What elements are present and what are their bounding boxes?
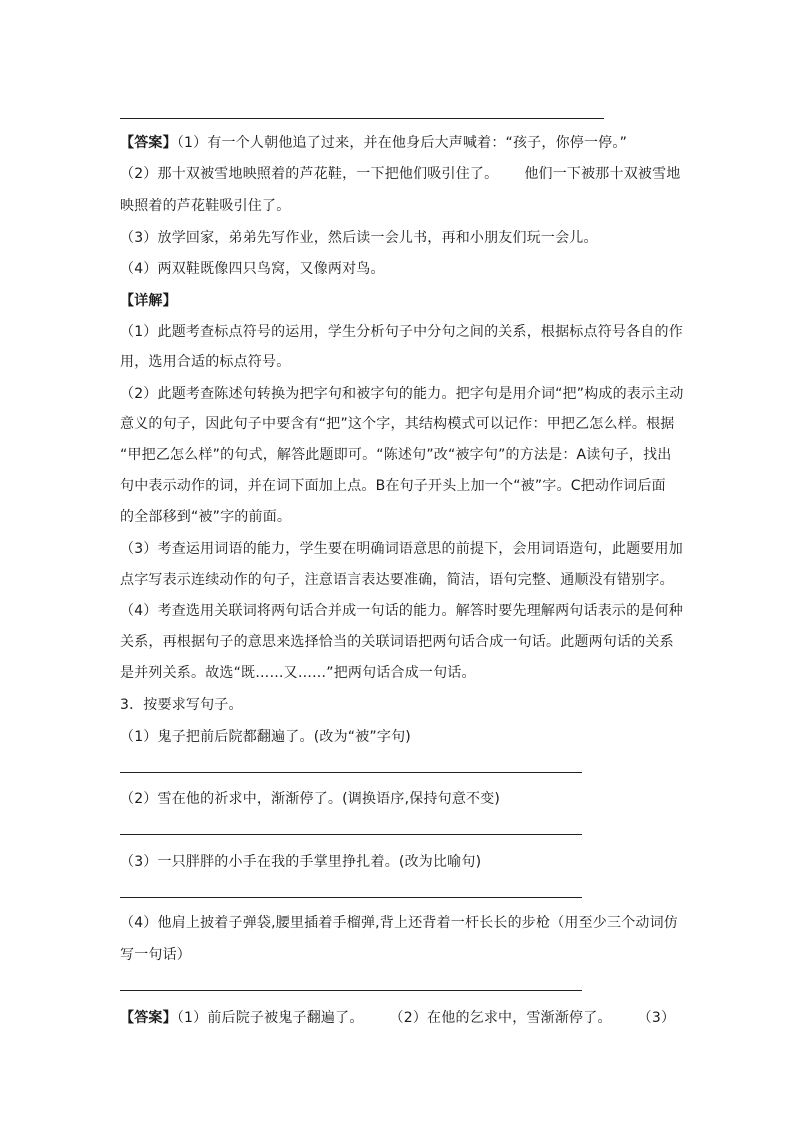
answer1-p3: （3）放学回家，弟弟先写作业，然后读一会儿书，再和小朋友们玩一会儿。 [120, 230, 598, 246]
detail-1a: （1）此题考查标点符号的运用，学生分析句子中分句之间的关系，根据标点符号各自的作 [120, 324, 683, 340]
answer-line-top [120, 118, 604, 119]
answer1-line-2 [120, 164, 680, 184]
detail-2e: 的全部移到“被”字的前面。 [120, 509, 292, 525]
question3-title: 3．按要求写句子。 [120, 697, 243, 713]
detail-4a: （4）考查选用关联词将两句话合并成一句话的能力。解答时要先理解两句话表示的是何种 [120, 603, 683, 619]
answer1-p2c: 映照着的芦花鞋吸引住了。 [120, 198, 291, 214]
answer1-p2b: 他们一下被那十双被雪地 [524, 166, 681, 182]
detail-2a: （2）此题考查陈述句转换为把字句和被字句的能力。把字句是用介词“把”构成的表示主动 [120, 386, 684, 402]
answer1-label: 【答案】 [120, 135, 177, 151]
answer1-line-3 [120, 196, 680, 216]
detail-2b: 意义的句子，因此句子中要含有“把”这个字，其结构模式可以记作：甲把乙怎么样。根据 [120, 416, 675, 432]
detail-2c: “甲把乙怎么样”的句式，解答此题即可。“陈述句”改“被字句”的方法是：A读句子，找出 [120, 447, 672, 463]
answer1-line-1 [120, 133, 680, 153]
answer2-label: 【答案】 [120, 1010, 177, 1026]
detail-label: 【详解】 [120, 293, 177, 309]
question3-sentence-1: （1）鬼子把前后院都翻遍了。(改为“被”字句) [120, 729, 411, 745]
detail-4b: 关系，再根据句子的意思来选择恰当的关联词语把两句话合成一句话。此题两句话的关系 [120, 634, 674, 650]
answer2-line-1 [120, 1008, 680, 1028]
question3-sentence-3: （3）一只胖胖的小手在我的手掌里挣扎着。(改为比喻句) [120, 854, 482, 870]
detail-2d: 句中表示动作的词，并在词下面加上点。B在句子开头上加一个“被”字。C把动作词后面 [120, 478, 666, 494]
question3-sentence-2: （2）雪在他的祈求中，渐渐停了。(调换语序,保持句意不变) [120, 791, 501, 807]
answer-blank-4[interactable] [120, 990, 582, 991]
answer1-p4: （4）两双鞋既像四只鸟窝，又像两对鸟。 [120, 261, 385, 277]
answer-blank-2[interactable] [120, 834, 582, 835]
answer1-line-4 [120, 228, 680, 248]
answer-blank-1[interactable] [120, 772, 582, 773]
detail-3b: 点字写表示连续动作的句子，注意语言表达要准确，简洁，语句完整、通顺没有错别字。 [120, 572, 674, 588]
detail-3a: （3）考查运用词语的能力，学生要在明确词语意思的前提下，会用词语造句，此题要用加 [120, 541, 683, 557]
question3-sentence-4b: 写一句话） [120, 947, 191, 963]
answer1-line-5 [120, 259, 680, 279]
detail-4c: 是并列关系。故选“既……又……”把两句话合成一句话。 [120, 665, 476, 681]
answer-blank-3[interactable] [120, 897, 582, 898]
answer2-a2: （2）在他的乞求中，雪渐渐停了。 [389, 1010, 612, 1026]
question3-sentence-4a: （4）他肩上披着子弹袋,腰里插着手榴弹,背上还背着一杆长长的步枪（用至少三个动词仿 [120, 915, 679, 931]
detail-1b: 用，选用合适的标点符号。 [120, 354, 291, 370]
answer1-p1: （1）有一个人朝他追了过来，并在他身后大声喊着：“孩子，你停一停。” [176, 135, 628, 151]
answer2-a3: （3） [637, 1010, 676, 1026]
answer1-p2a: （2）那十双被雪地映照着的芦花鞋，一下把他们吸引住了。 [120, 166, 499, 182]
answer2-a1: （1）前后院子被鬼子翻遍了。 [176, 1010, 364, 1026]
